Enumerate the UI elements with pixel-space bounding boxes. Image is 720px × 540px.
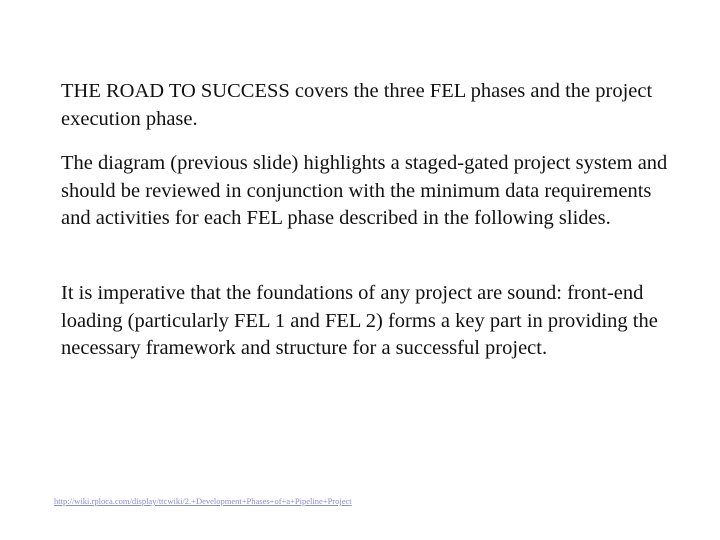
paragraph-diagram-highlights: The diagram (previous slide) highlights a staged-gated project system and should be reviewed in conjunction with the minimum data requirements and activities for each FEL phase described in the following slides. xyxy=(61,152,668,229)
paragraph-foundations: It is imperative that the foundations of any project are sound: front-end loading (particularly FEL 1 and FEL 2) forms a key part in providing the necessary framework and structure for a successful project. xyxy=(61,282,658,359)
paragraph-road-to-success: THE ROAD TO SUCCESS covers the three FEL phases and the project execution phase. xyxy=(61,80,653,130)
source-link[interactable]: http://wiki.rploca.com/display/ttcwiki/2.+Development+Phases+of+a+Pipeline+Project xyxy=(54,496,352,506)
